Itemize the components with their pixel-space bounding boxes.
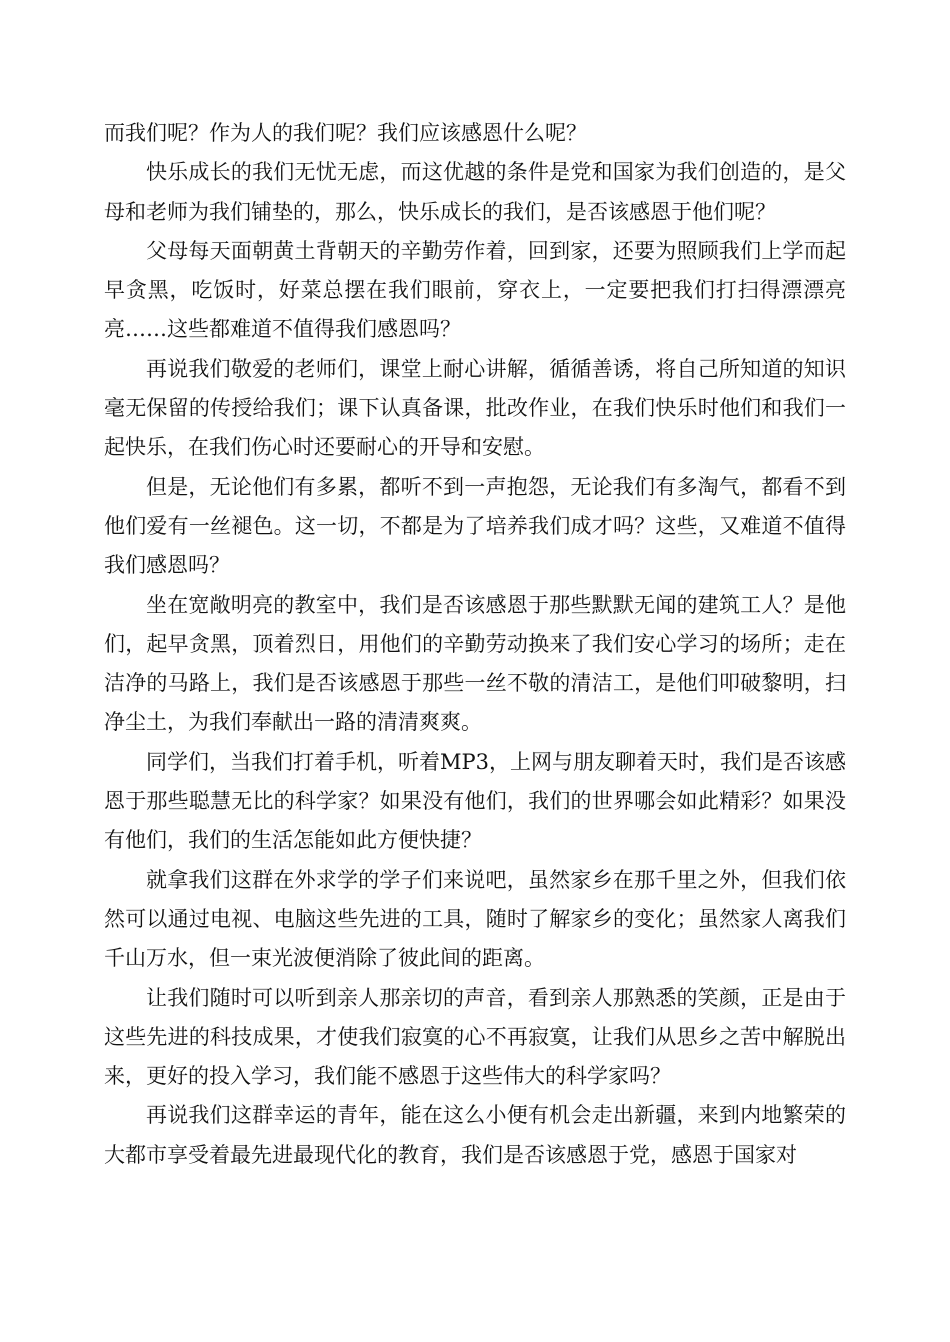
paragraph: 同学们，当我们打着手机，听着MP3，上网与朋友聊着天时，我们是否该感恩于那些聪慧无比的科学家？如果没有他们，我们的世界哪会如此精彩？如果没有他们，我们的生活怎能如此方便快捷？ (104, 749, 846, 853)
paragraph: 快乐成长的我们无忧无虑，而这优越的条件是党和国家为我们创造的，是父母和老师为我们铺垫的，那么，快乐成长的我们，是否该感恩于他们呢？ (104, 160, 846, 224)
paragraph: 让我们随时可以听到亲人那亲切的声音，看到亲人那熟悉的笑颜，正是由于这些先进的科技成果，才使我们寂寞的心不再寂寞，让我们从思乡之苦中解脱出来，更好的投入学习，我们能不感恩于这些伟大的科学家吗？ (104, 985, 846, 1089)
paragraph: 但是，无论他们有多累，都听不到一声抱怨，无论我们有多淘气，都看不到他们爱有一丝褪色。这一切，不都是为了培养我们成才吗？这些，又难道不值得我们感恩吗？ (104, 474, 846, 578)
paragraph: 再说我们敬爱的老师们，课堂上耐心讲解，循循善诱，将自己所知道的知识毫无保留的传授给我们；课下认真备课，批改作业，在我们快乐时他们和我们一起快乐，在我们伤心时还要耐心的开导和安慰。 (104, 356, 846, 460)
paragraph: 再说我们这群幸运的青年，能在这么小便有机会走出新疆，来到内地繁荣的大都市享受着最先进最现代化的教育，我们是否该感恩于党，感恩于国家对 (104, 1103, 846, 1167)
document-body (104, 114, 846, 1175)
paragraph: 就拿我们这群在外求学的学子们来说吧，虽然家乡在那千里之外，但我们依然可以通过电视、电脑这些先进的工具，随时了解家乡的变化；虽然家人离我们千山万水，但一束光波便消除了彼此间的距离。 (104, 867, 846, 971)
paragraph: 而我们呢？作为人的我们呢？我们应该感恩什么呢？ (104, 121, 587, 145)
paragraph: 父母每天面朝黄土背朝天的辛勤劳作着，回到家，还要为照顾我们上学而起早贪黑，吃饭时，好菜总摆在我们眼前，穿衣上，一定要把我们打扫得漂漂亮亮……这些都难道不值得我们感恩吗？ (104, 238, 846, 342)
paragraph: 坐在宽敞明亮的教室中，我们是否该感恩于那些默默无闻的建筑工人？是他们，起早贪黑，顶着烈日，用他们的辛勤劳动换来了我们安心学习的场所；走在洁净的马路上，我们是否该感恩于那些一丝不敬的清洁工，是他们叩破黎明，扫净尘土，为我们奉献出一路的清清爽爽。 (104, 592, 846, 735)
